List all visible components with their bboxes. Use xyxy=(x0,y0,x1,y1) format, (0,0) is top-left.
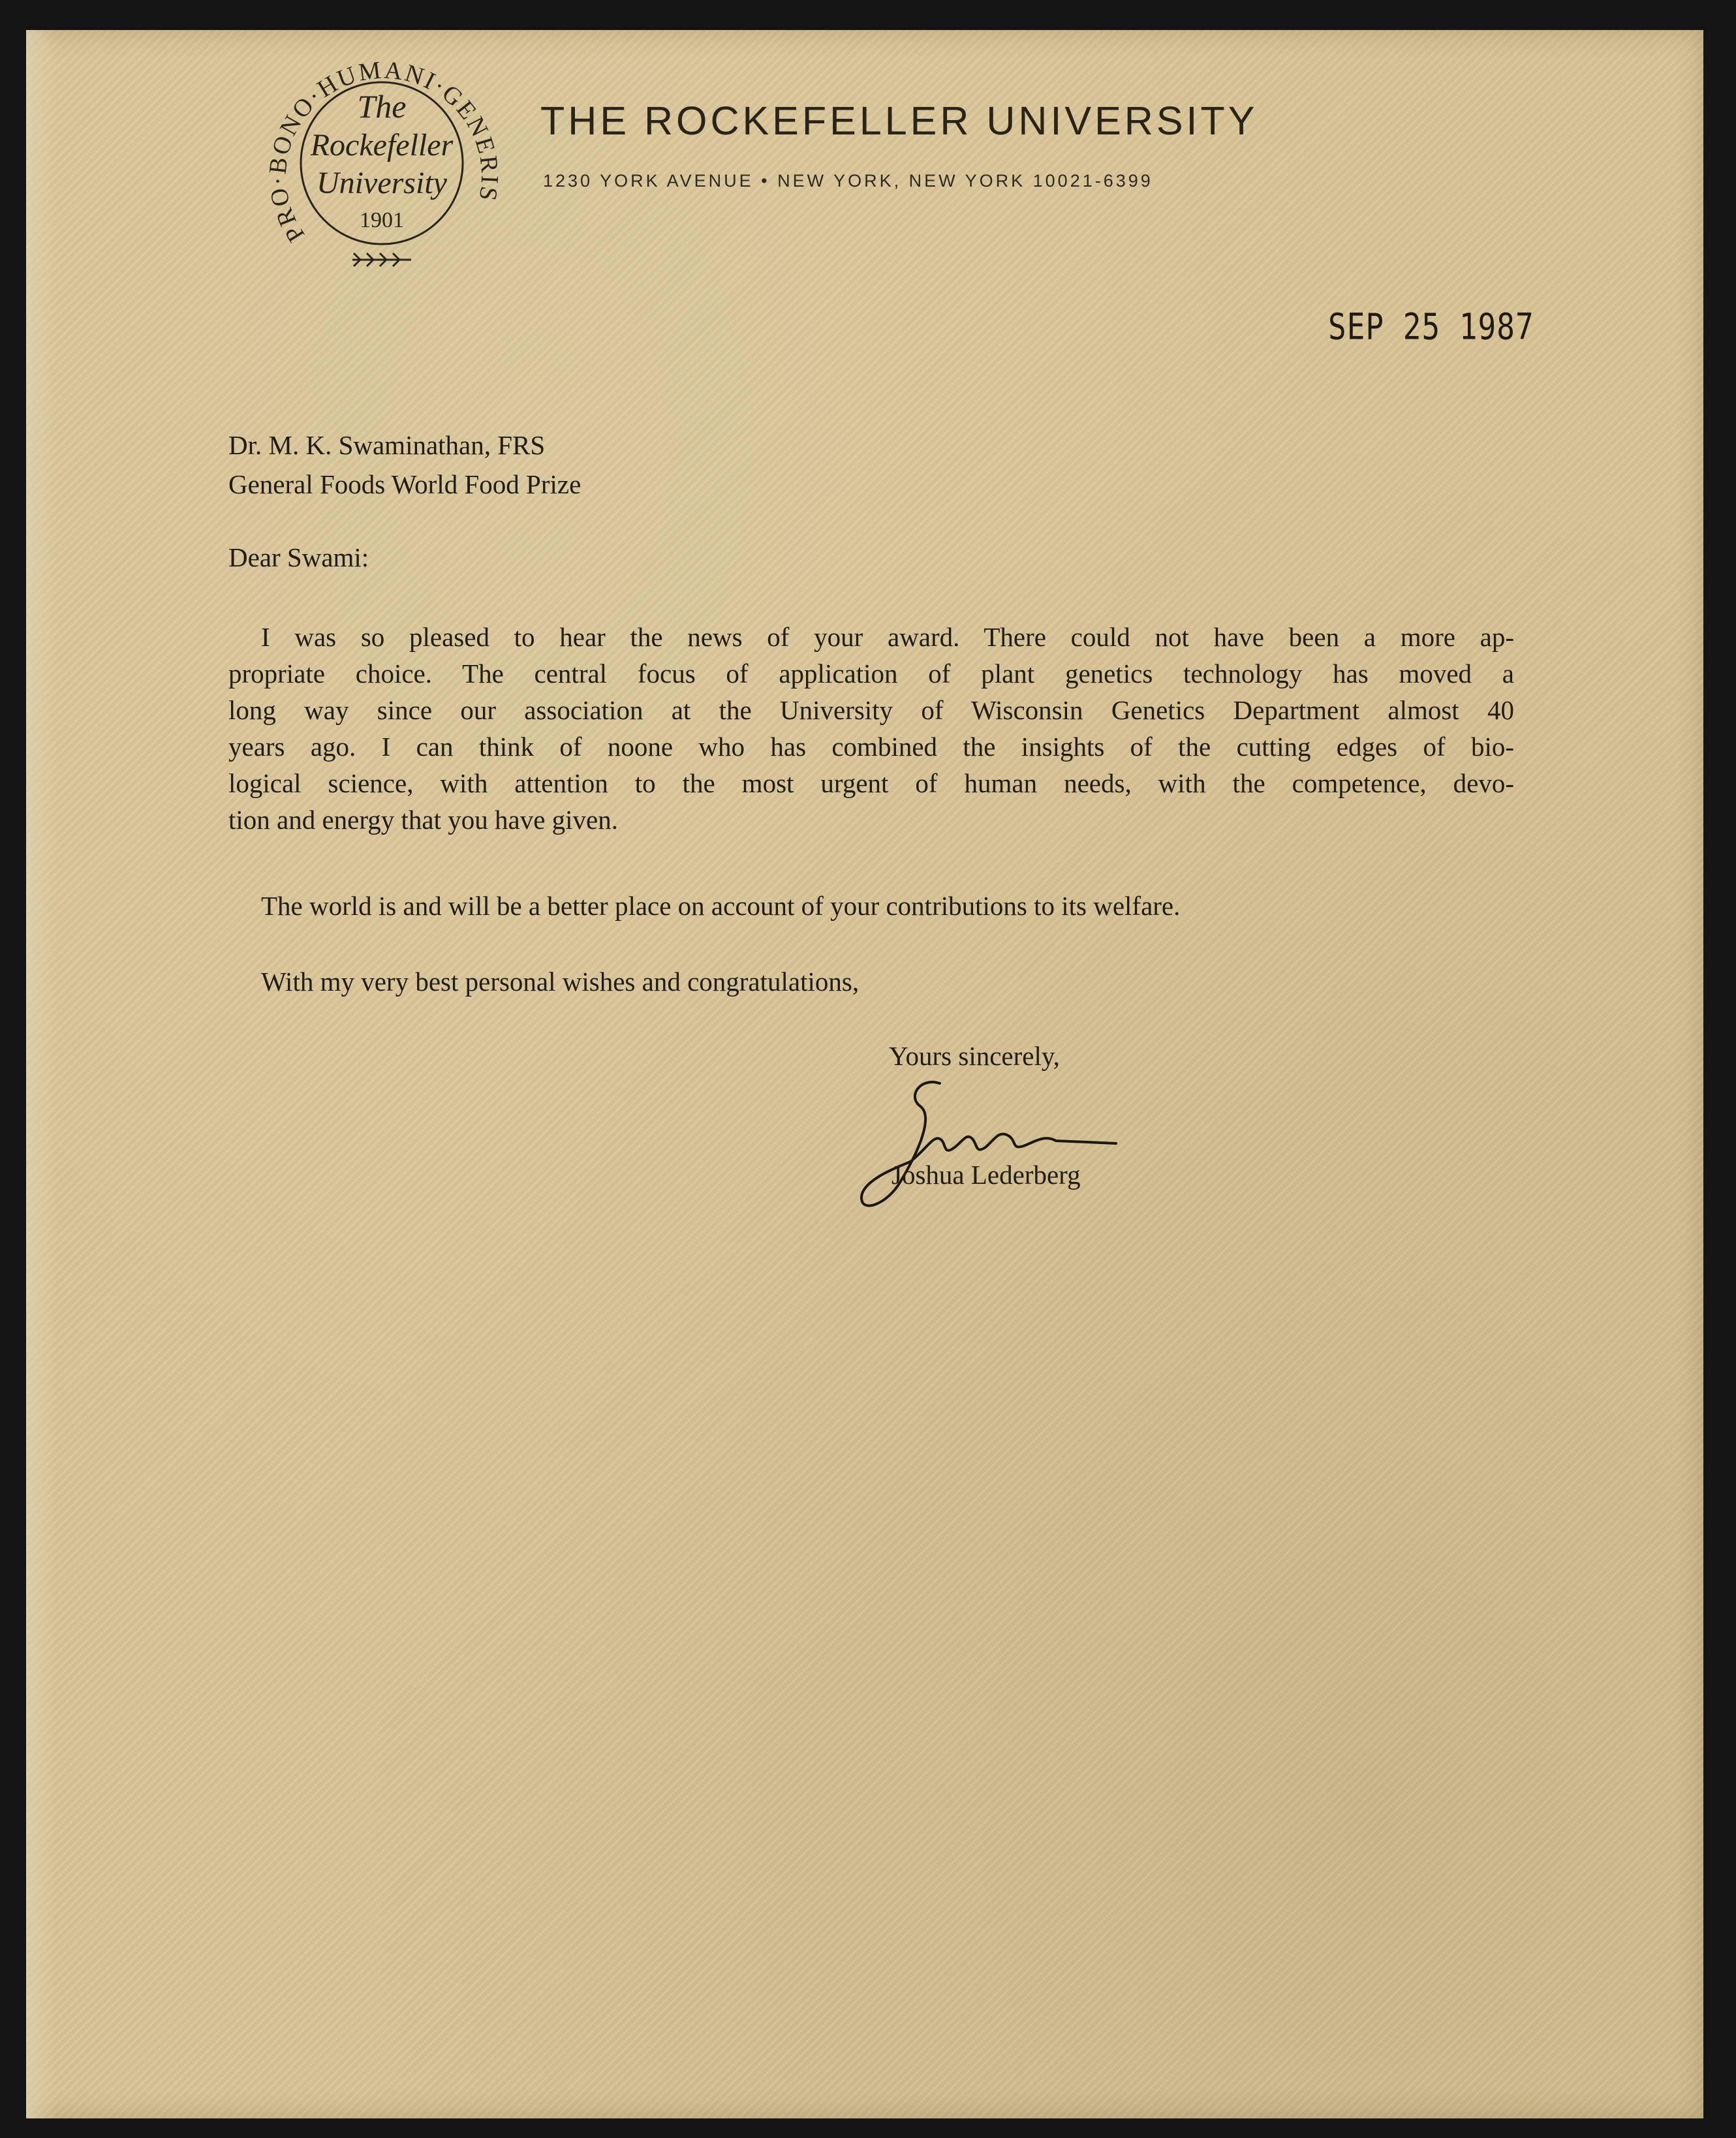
paper-edge-highlight xyxy=(26,30,56,2118)
date-stamp: SEP 25 1987 xyxy=(1328,305,1534,348)
recipient-name: Dr. M. K. Swaminathan, FRS xyxy=(228,430,546,460)
seal-rockefeller-text: Rockefeller xyxy=(310,128,454,163)
seal-the-text: The xyxy=(357,88,407,125)
paragraph-line: I was so pleased to hear the news of your award. There could not have been a more ap- xyxy=(261,622,1514,652)
recipient-organization: General Foods World Food Prize xyxy=(228,469,581,499)
seal-motto-text: PRO·BONO·HUMANI·GENERIS xyxy=(264,56,504,247)
seal-laurel-icon xyxy=(352,253,411,266)
closing-line: With my very best personal wishes and congratulations, xyxy=(261,967,860,997)
body-paragraph-2: The world is and will be a better place on account of your contributions to its welfare. xyxy=(261,891,1181,921)
seal-year-text: 1901 xyxy=(360,208,404,232)
paragraph-line: propriate choice. The central focus of application of plant genetics technology has moved a xyxy=(228,658,1514,689)
paragraph-line: years ago. I can think of noone who has combined the insights of the cutting edges of bio- xyxy=(228,732,1514,762)
seal-university-text: University xyxy=(317,166,447,200)
letterhead-address: 1230 YORK AVENUE • NEW YORK, NEW YORK 10021-6399 xyxy=(543,171,1153,191)
paragraph-line: tion and energy that you have given. xyxy=(228,805,619,835)
salutation: Dear Swami: xyxy=(228,542,369,572)
body-paragraph-1 xyxy=(228,619,1514,838)
handwritten-signature xyxy=(848,1070,1136,1220)
university-seal xyxy=(255,39,509,281)
paragraph-line: long way since our association at the University of Wisconsin Genetics Department almost 40 xyxy=(228,695,1514,725)
letterhead-institution-name: THE ROCKEFELLER UNIVERSITY xyxy=(540,99,1258,143)
valediction: Yours sincerely, xyxy=(889,1041,1060,1071)
paragraph-line: logical science, with attention to the most urgent of human needs, with the competence, devo- xyxy=(228,768,1514,798)
signer-name: Joshua Lederberg xyxy=(891,1160,1081,1190)
